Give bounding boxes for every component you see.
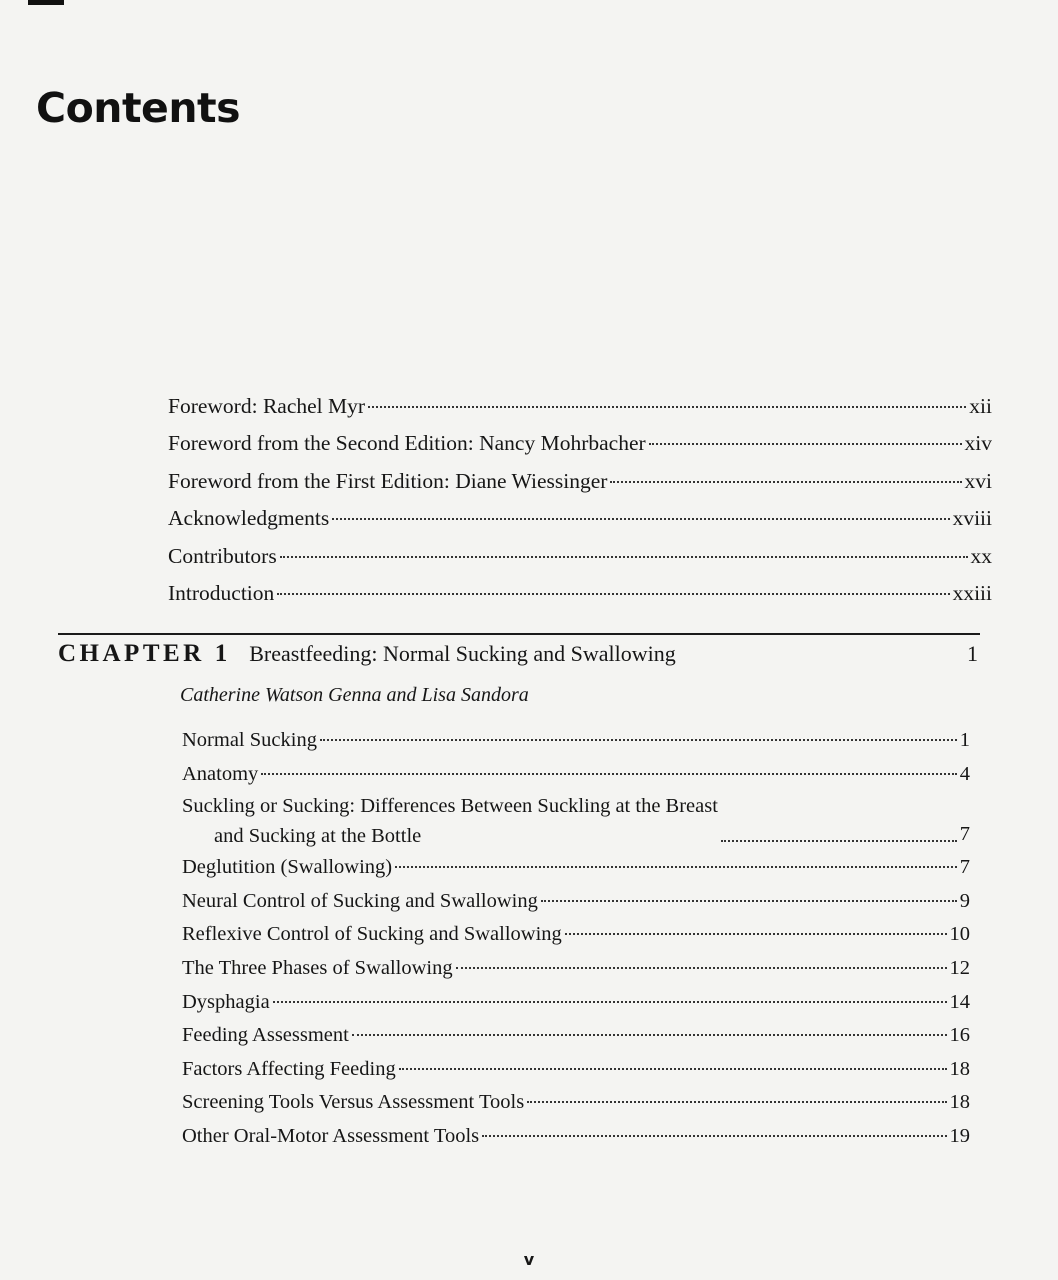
toc-entry-page: xx <box>970 543 992 568</box>
chapter-heading[interactable] <box>58 640 980 668</box>
toc-entry-title: Foreword from the Second Edition: Nancy Mohrbacher <box>168 431 646 456</box>
toc-entry-page: xiv <box>964 431 992 456</box>
toc-entry[interactable] <box>168 575 992 612</box>
chapter-label: CHAPTER <box>58 640 205 667</box>
section-entry[interactable] <box>182 952 970 986</box>
chapter-page: 1 <box>967 641 978 666</box>
section-entry[interactable] <box>182 791 970 851</box>
section-entry[interactable] <box>182 885 970 919</box>
chapter-title: Breastfeeding: Normal Sucking and Swallowing <box>249 641 676 666</box>
chapter-section-list <box>182 724 970 1154</box>
page-edge-mark <box>28 0 64 5</box>
dot-leader <box>482 1135 946 1137</box>
toc-entry-page: xviii <box>952 506 992 531</box>
section-title-continuation: and Sucking at the Bottle <box>214 825 422 848</box>
section-title: Reflexive Control of Sucking and Swallowing <box>182 923 562 946</box>
section-page: 1 <box>959 729 970 751</box>
toc-entry[interactable] <box>168 388 992 425</box>
section-title: Deglutition (Swallowing) <box>182 856 393 879</box>
dot-leader <box>368 406 966 408</box>
section-page: 16 <box>949 1024 970 1047</box>
toc-entry[interactable] <box>168 500 992 537</box>
section-title: Neural Control of Sucking and Swallowing <box>182 889 538 912</box>
toc-entry[interactable] <box>168 425 992 462</box>
section-page: 7 <box>959 823 970 846</box>
section-entry[interactable] <box>182 758 970 792</box>
dot-leader <box>280 556 968 558</box>
dot-leader <box>332 518 949 520</box>
toc-entry-title: Introduction <box>168 580 275 605</box>
section-page: 10 <box>949 923 970 946</box>
section-entry[interactable] <box>182 1120 970 1154</box>
section-page: 4 <box>959 762 970 785</box>
page-title: Contents <box>36 84 241 132</box>
dot-leader <box>541 900 957 902</box>
dot-leader <box>273 1001 947 1003</box>
section-title: Normal Sucking <box>182 729 317 751</box>
dot-leader <box>320 739 957 741</box>
dot-leader <box>352 1034 947 1036</box>
chapter-divider <box>58 633 980 635</box>
section-entry[interactable] <box>182 986 970 1020</box>
toc-entry[interactable] <box>168 538 992 575</box>
front-matter-list <box>168 388 992 612</box>
section-title: Suckling or Sucking: Differences Between Suckling at the Breast <box>182 795 718 818</box>
toc-entry-title: Contributors <box>168 543 277 568</box>
section-page: 19 <box>949 1124 970 1147</box>
section-entry[interactable] <box>182 1053 970 1087</box>
dot-leader <box>399 1068 947 1070</box>
section-entry[interactable] <box>182 724 970 758</box>
toc-entry-page: xxiii <box>952 580 992 605</box>
dot-leader <box>395 866 957 868</box>
section-entry[interactable] <box>182 1019 970 1053</box>
dot-leader <box>527 1101 946 1103</box>
chapter-number: 1 <box>214 640 228 667</box>
section-title: The Three Phases of Swallowing <box>182 956 453 979</box>
toc-entry-title: Foreword from the First Edition: Diane Wiessinger <box>168 468 608 493</box>
section-page: 18 <box>949 1057 970 1080</box>
dot-leader <box>610 481 961 483</box>
dot-leader <box>649 443 962 445</box>
section-title-wrapped <box>182 791 718 851</box>
section-title: Other Oral-Motor Assessment Tools <box>182 1124 480 1147</box>
dot-leader <box>261 773 956 775</box>
section-entry[interactable] <box>182 918 970 952</box>
toc-entry-page: xii <box>969 394 992 418</box>
toc-entry-page: xvi <box>964 468 992 493</box>
section-page: 9 <box>959 889 970 912</box>
section-page: 14 <box>949 990 970 1013</box>
toc-entry[interactable] <box>168 463 992 500</box>
section-entry[interactable] <box>182 851 970 885</box>
chapter-authors: Catherine Watson Genna and Lisa Sandora <box>180 684 529 706</box>
dot-leader <box>456 967 947 969</box>
toc-entry-title: Acknowledgments <box>168 506 330 531</box>
dot-leader <box>721 840 957 842</box>
section-page: 12 <box>949 956 970 979</box>
dot-leader <box>565 933 947 935</box>
section-title: Screening Tools Versus Assessment Tools <box>182 1091 525 1114</box>
section-page: 18 <box>949 1091 970 1114</box>
dot-leader <box>277 593 949 595</box>
section-title: Dysphagia <box>182 990 270 1013</box>
page-folio: v <box>523 1250 535 1269</box>
section-page: 7 <box>959 856 970 879</box>
section-entry[interactable] <box>182 1086 970 1120</box>
toc-entry-title: Foreword: Rachel Myr <box>168 394 366 418</box>
section-title: Anatomy <box>182 762 259 785</box>
section-title: Factors Affecting Feeding <box>182 1057 396 1080</box>
section-title: Feeding Assessment <box>182 1024 349 1047</box>
